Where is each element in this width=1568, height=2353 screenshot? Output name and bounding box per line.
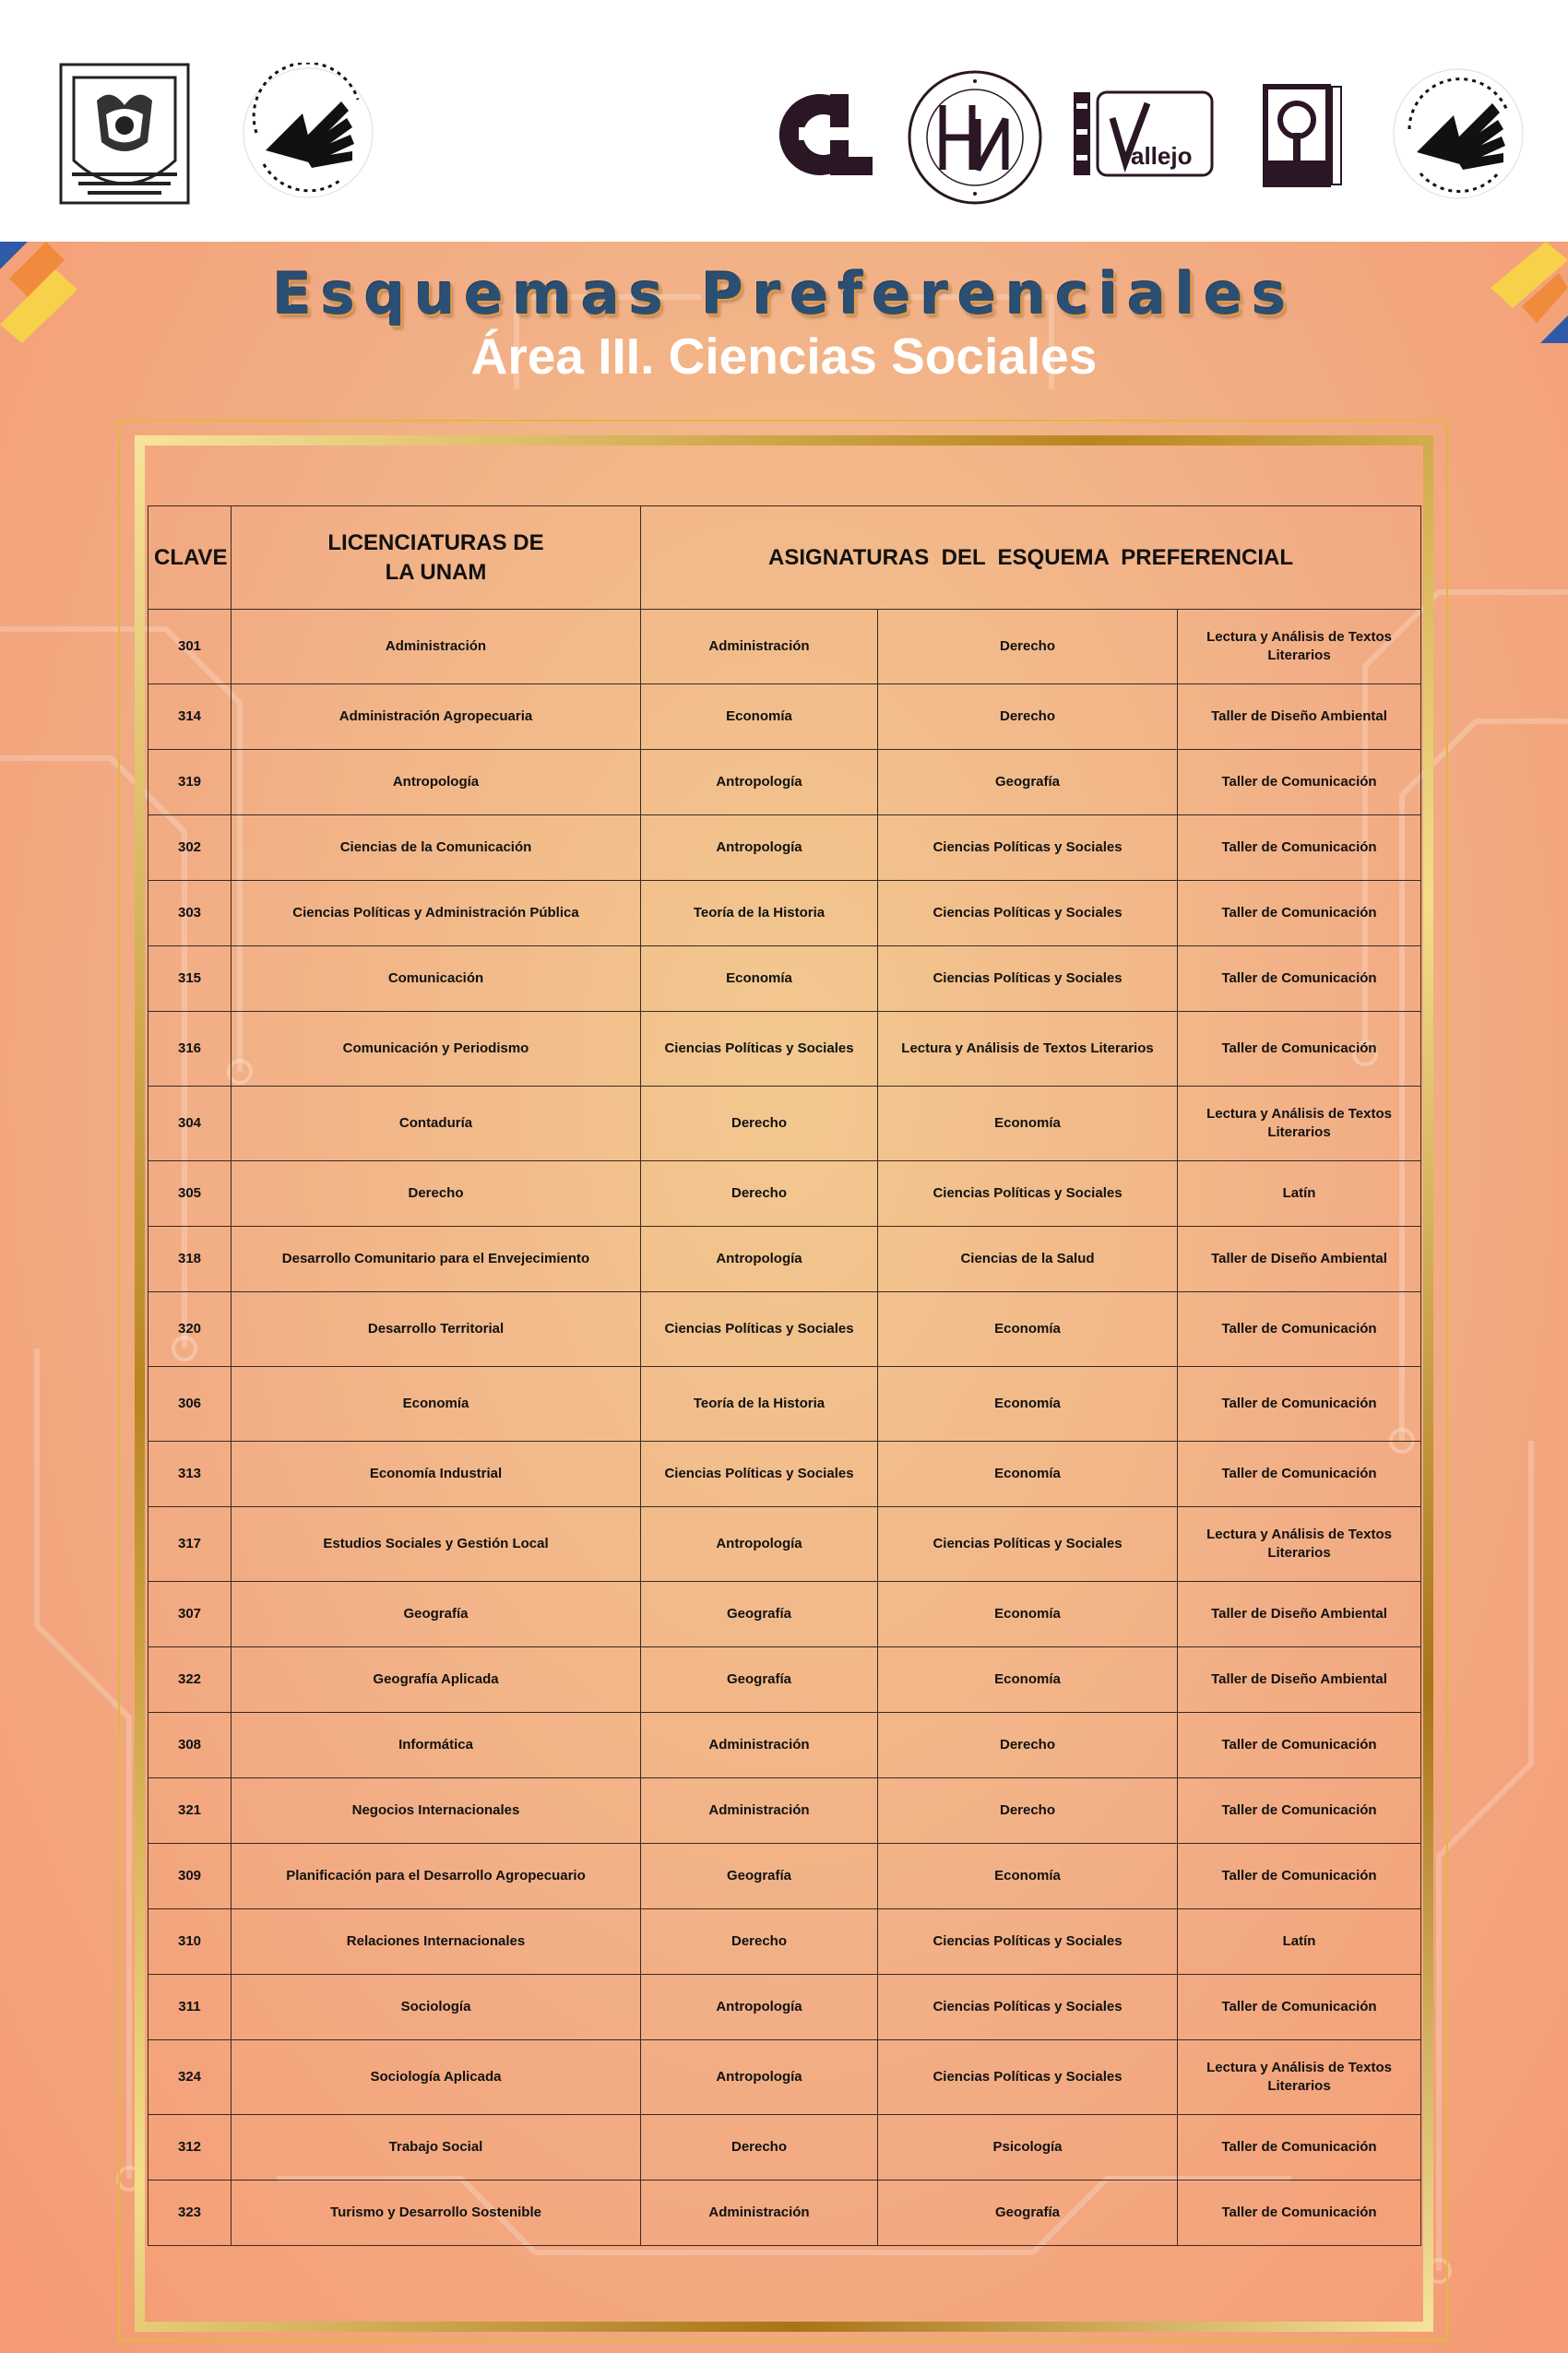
cell-clave: 315 bbox=[148, 946, 232, 1012]
cell-asignatura-3: Lectura y Análisis de Textos Literarios bbox=[1178, 1507, 1421, 1582]
cell-licenciatura: Ciencias Políticas y Administración Pública bbox=[232, 881, 641, 946]
table-row bbox=[148, 1442, 1421, 1507]
cell-asignatura-1: Derecho bbox=[641, 1161, 878, 1227]
cell-asignatura-2: Derecho bbox=[878, 610, 1178, 684]
cell-clave: 303 bbox=[148, 881, 232, 946]
cell-asignatura-2: Derecho bbox=[878, 684, 1178, 750]
cell-licenciatura: Turismo y Desarrollo Sostenible bbox=[232, 2181, 641, 2246]
cell-asignatura-1: Ciencias Políticas y Sociales bbox=[641, 1292, 878, 1367]
cell-asignatura-2: Economía bbox=[878, 1647, 1178, 1713]
cell-asignatura-1: Antropología bbox=[641, 1507, 878, 1582]
table-row bbox=[148, 1844, 1421, 1909]
table-row bbox=[148, 2181, 1421, 2246]
cell-asignatura-3: Taller de Comunicación bbox=[1178, 1367, 1421, 1442]
cell-licenciatura: Derecho bbox=[232, 1161, 641, 1227]
cell-asignatura-2: Ciencias de la Salud bbox=[878, 1227, 1178, 1292]
table-row bbox=[148, 1647, 1421, 1713]
cell-clave: 309 bbox=[148, 1844, 232, 1909]
cell-asignatura-2: Geografía bbox=[878, 2181, 1178, 2246]
cell-licenciatura: Contaduría bbox=[232, 1087, 641, 1161]
cell-asignatura-1: Antropología bbox=[641, 815, 878, 881]
cell-asignatura-1: Administración bbox=[641, 1713, 878, 1778]
preferential-schemes-table bbox=[148, 505, 1421, 2246]
cell-clave: 301 bbox=[148, 610, 232, 684]
table-row bbox=[148, 1292, 1421, 1367]
cell-licenciatura: Economía Industrial bbox=[232, 1442, 641, 1507]
cell-licenciatura: Desarrollo Comunitario para el Envejecimiento bbox=[232, 1227, 641, 1292]
cell-licenciatura: Informática bbox=[232, 1713, 641, 1778]
cell-clave: 324 bbox=[148, 2040, 232, 2115]
logo-header bbox=[0, 0, 1568, 242]
cell-asignatura-1: Geografía bbox=[641, 1844, 878, 1909]
header-asignaturas: ASIGNATURAS DEL ESQUEMA PREFERENCIAL bbox=[641, 506, 1421, 610]
cell-asignatura-2: Economía bbox=[878, 1844, 1178, 1909]
cell-asignatura-2: Economía bbox=[878, 1442, 1178, 1507]
cell-clave: 308 bbox=[148, 1713, 232, 1778]
table-row bbox=[148, 815, 1421, 881]
cell-asignatura-1: Derecho bbox=[641, 2115, 878, 2181]
cell-asignatura-1: Administración bbox=[641, 1778, 878, 1844]
cell-asignatura-2: Derecho bbox=[878, 1778, 1178, 1844]
cell-clave: 304 bbox=[148, 1087, 232, 1161]
cell-asignatura-2: Ciencias Políticas y Sociales bbox=[878, 2040, 1178, 2115]
header-licenciaturas-line2: LA UNAM bbox=[385, 559, 487, 585]
cell-asignatura-1: Antropología bbox=[641, 1975, 878, 2040]
cell-asignatura-3: Taller de Diseño Ambiental bbox=[1178, 1227, 1421, 1292]
cell-clave: 322 bbox=[148, 1647, 232, 1713]
cell-asignatura-1: Ciencias Políticas y Sociales bbox=[641, 1012, 878, 1087]
cell-clave: 310 bbox=[148, 1909, 232, 1975]
cell-asignatura-3: Taller de Comunicación bbox=[1178, 815, 1421, 881]
table-row bbox=[148, 1367, 1421, 1442]
cell-licenciatura: Comunicación y Periodismo bbox=[232, 1012, 641, 1087]
cch-colegio-logo bbox=[238, 63, 378, 203]
table-row bbox=[148, 750, 1421, 815]
cell-licenciatura: Sociología bbox=[232, 1975, 641, 2040]
cell-asignatura-3: Taller de Comunicación bbox=[1178, 1844, 1421, 1909]
cell-asignatura-3: Taller de Diseño Ambiental bbox=[1178, 1647, 1421, 1713]
cell-licenciatura: Desarrollo Territorial bbox=[232, 1292, 641, 1367]
cell-asignatura-1: Derecho bbox=[641, 1087, 878, 1161]
cch-azcapotzalco-logo bbox=[775, 85, 878, 184]
cell-asignatura-2: Economía bbox=[878, 1292, 1178, 1367]
cell-asignatura-3: Taller de Diseño Ambiental bbox=[1178, 1582, 1421, 1647]
cell-licenciatura: Comunicación bbox=[232, 946, 641, 1012]
cell-asignatura-2: Ciencias Políticas y Sociales bbox=[878, 1161, 1178, 1227]
cell-clave: 307 bbox=[148, 1582, 232, 1647]
cell-clave: 323 bbox=[148, 2181, 232, 2246]
cell-asignatura-3: Taller de Comunicación bbox=[1178, 946, 1421, 1012]
cell-licenciatura: Administración bbox=[232, 610, 641, 684]
cell-asignatura-2: Economía bbox=[878, 1582, 1178, 1647]
cell-asignatura-3: Taller de Comunicación bbox=[1178, 1442, 1421, 1507]
table-header-row bbox=[148, 506, 1421, 610]
cell-clave: 319 bbox=[148, 750, 232, 815]
cell-asignatura-3: Taller de Comunicación bbox=[1178, 881, 1421, 946]
cell-asignatura-3: Taller de Comunicación bbox=[1178, 2115, 1421, 2181]
cell-clave: 312 bbox=[148, 2115, 232, 2181]
cell-licenciatura: Ciencias de la Comunicación bbox=[232, 815, 641, 881]
table-body bbox=[148, 610, 1421, 2246]
cell-clave: 317 bbox=[148, 1507, 232, 1582]
poster-title: Esquemas Preferenciales bbox=[272, 260, 1296, 327]
cell-asignatura-3: Taller de Comunicación bbox=[1178, 1292, 1421, 1367]
header-licenciaturas-line1: LICENCIATURAS DE bbox=[327, 529, 544, 555]
cell-asignatura-1: Economía bbox=[641, 684, 878, 750]
cell-asignatura-2: Lectura y Análisis de Textos Literarios bbox=[878, 1012, 1178, 1087]
cell-licenciatura: Planificación para el Desarrollo Agropecuario bbox=[232, 1844, 641, 1909]
cell-clave: 306 bbox=[148, 1367, 232, 1442]
cell-asignatura-2: Derecho bbox=[878, 1713, 1178, 1778]
cell-licenciatura: Negocios Internacionales bbox=[232, 1778, 641, 1844]
table-row bbox=[148, 1507, 1421, 1582]
cell-asignatura-3: Lectura y Análisis de Textos Literarios bbox=[1178, 610, 1421, 684]
cell-asignatura-2: Ciencias Políticas y Sociales bbox=[878, 946, 1178, 1012]
cell-asignatura-3: Taller de Comunicación bbox=[1178, 2181, 1421, 2246]
table-row bbox=[148, 1975, 1421, 2040]
table-row bbox=[148, 2040, 1421, 2115]
cell-asignatura-2: Ciencias Políticas y Sociales bbox=[878, 1975, 1178, 2040]
cell-asignatura-1: Teoría de la Historia bbox=[641, 1367, 878, 1442]
cell-asignatura-3: Latín bbox=[1178, 1909, 1421, 1975]
cell-asignatura-2: Ciencias Políticas y Sociales bbox=[878, 815, 1178, 881]
cell-licenciatura: Geografía Aplicada bbox=[232, 1647, 641, 1713]
cell-licenciatura: Administración Agropecuaria bbox=[232, 684, 641, 750]
cell-asignatura-3: Taller de Diseño Ambiental bbox=[1178, 684, 1421, 750]
cell-licenciatura: Estudios Sociales y Gestión Local bbox=[232, 1507, 641, 1582]
svg-text:allejo: allejo bbox=[1131, 142, 1193, 170]
cell-asignatura-1: Antropología bbox=[641, 750, 878, 815]
table-row bbox=[148, 1582, 1421, 1647]
cell-asignatura-1: Administración bbox=[641, 610, 878, 684]
cell-licenciatura: Sociología Aplicada bbox=[232, 2040, 641, 2115]
cell-asignatura-3: Taller de Comunicación bbox=[1178, 1778, 1421, 1844]
cell-asignatura-2: Economía bbox=[878, 1367, 1178, 1442]
table-row bbox=[148, 1012, 1421, 1087]
cell-clave: 305 bbox=[148, 1161, 232, 1227]
cell-asignatura-3: Lectura y Análisis de Textos Literarios bbox=[1178, 1087, 1421, 1161]
cell-asignatura-2: Geografía bbox=[878, 750, 1178, 815]
cell-licenciatura: Geografía bbox=[232, 1582, 641, 1647]
cell-asignatura-1: Antropología bbox=[641, 2040, 878, 2115]
table-row bbox=[148, 684, 1421, 750]
cell-clave: 313 bbox=[148, 1442, 232, 1507]
cch-sur-logo bbox=[1389, 65, 1527, 203]
cell-asignatura-2: Economía bbox=[878, 1087, 1178, 1161]
cch-vallejo-logo bbox=[1072, 90, 1216, 179]
header-clave: CLAVE bbox=[148, 506, 232, 610]
cell-asignatura-3: Taller de Comunicación bbox=[1178, 750, 1421, 815]
table-layer bbox=[0, 242, 1568, 2353]
cell-asignatura-3: Taller de Comunicación bbox=[1178, 1012, 1421, 1087]
cell-asignatura-2: Ciencias Políticas y Sociales bbox=[878, 1507, 1178, 1582]
cell-clave: 314 bbox=[148, 684, 232, 750]
cell-asignatura-3: Lectura y Análisis de Textos Literarios bbox=[1178, 2040, 1421, 2115]
cell-asignatura-1: Geografía bbox=[641, 1582, 878, 1647]
cell-asignatura-2: Ciencias Políticas y Sociales bbox=[878, 1909, 1178, 1975]
table-row bbox=[148, 946, 1421, 1012]
cell-clave: 316 bbox=[148, 1012, 232, 1087]
unam-escudo-logo bbox=[55, 59, 194, 208]
cell-asignatura-1: Antropología bbox=[641, 1227, 878, 1292]
cell-asignatura-2: Ciencias Políticas y Sociales bbox=[878, 881, 1178, 946]
cell-clave: 302 bbox=[148, 815, 232, 881]
cell-licenciatura: Economía bbox=[232, 1367, 641, 1442]
table-row bbox=[148, 1713, 1421, 1778]
table-row bbox=[148, 881, 1421, 946]
cell-asignatura-3: Taller de Comunicación bbox=[1178, 1975, 1421, 2040]
poster-subtitle: Área III. Ciencias Sociales bbox=[470, 327, 1098, 385]
table-row bbox=[148, 1161, 1421, 1227]
cell-asignatura-3: Latín bbox=[1178, 1161, 1421, 1227]
table-row bbox=[148, 1087, 1421, 1161]
cell-clave: 321 bbox=[148, 1778, 232, 1844]
table-row bbox=[148, 1778, 1421, 1844]
cell-clave: 320 bbox=[148, 1292, 232, 1367]
cell-licenciatura: Trabajo Social bbox=[232, 2115, 641, 2181]
table-row bbox=[148, 610, 1421, 684]
table-row bbox=[148, 1227, 1421, 1292]
cell-asignatura-1: Teoría de la Historia bbox=[641, 881, 878, 946]
table-row bbox=[148, 2115, 1421, 2181]
cell-clave: 311 bbox=[148, 1975, 232, 2040]
cch-oriente-logo bbox=[1254, 81, 1347, 190]
cell-asignatura-1: Ciencias Políticas y Sociales bbox=[641, 1442, 878, 1507]
cell-asignatura-1: Economía bbox=[641, 946, 878, 1012]
table-row bbox=[148, 1909, 1421, 1975]
header-licenciaturas bbox=[232, 506, 641, 610]
cell-asignatura-1: Derecho bbox=[641, 1909, 878, 1975]
cell-asignatura-1: Administración bbox=[641, 2181, 878, 2246]
cell-asignatura-1: Geografía bbox=[641, 1647, 878, 1713]
cell-asignatura-3: Taller de Comunicación bbox=[1178, 1713, 1421, 1778]
cch-naucalpan-logo bbox=[906, 68, 1044, 207]
cell-clave: 318 bbox=[148, 1227, 232, 1292]
cell-asignatura-2: Psicología bbox=[878, 2115, 1178, 2181]
cell-licenciatura: Relaciones Internacionales bbox=[232, 1909, 641, 1975]
cell-licenciatura: Antropología bbox=[232, 750, 641, 815]
